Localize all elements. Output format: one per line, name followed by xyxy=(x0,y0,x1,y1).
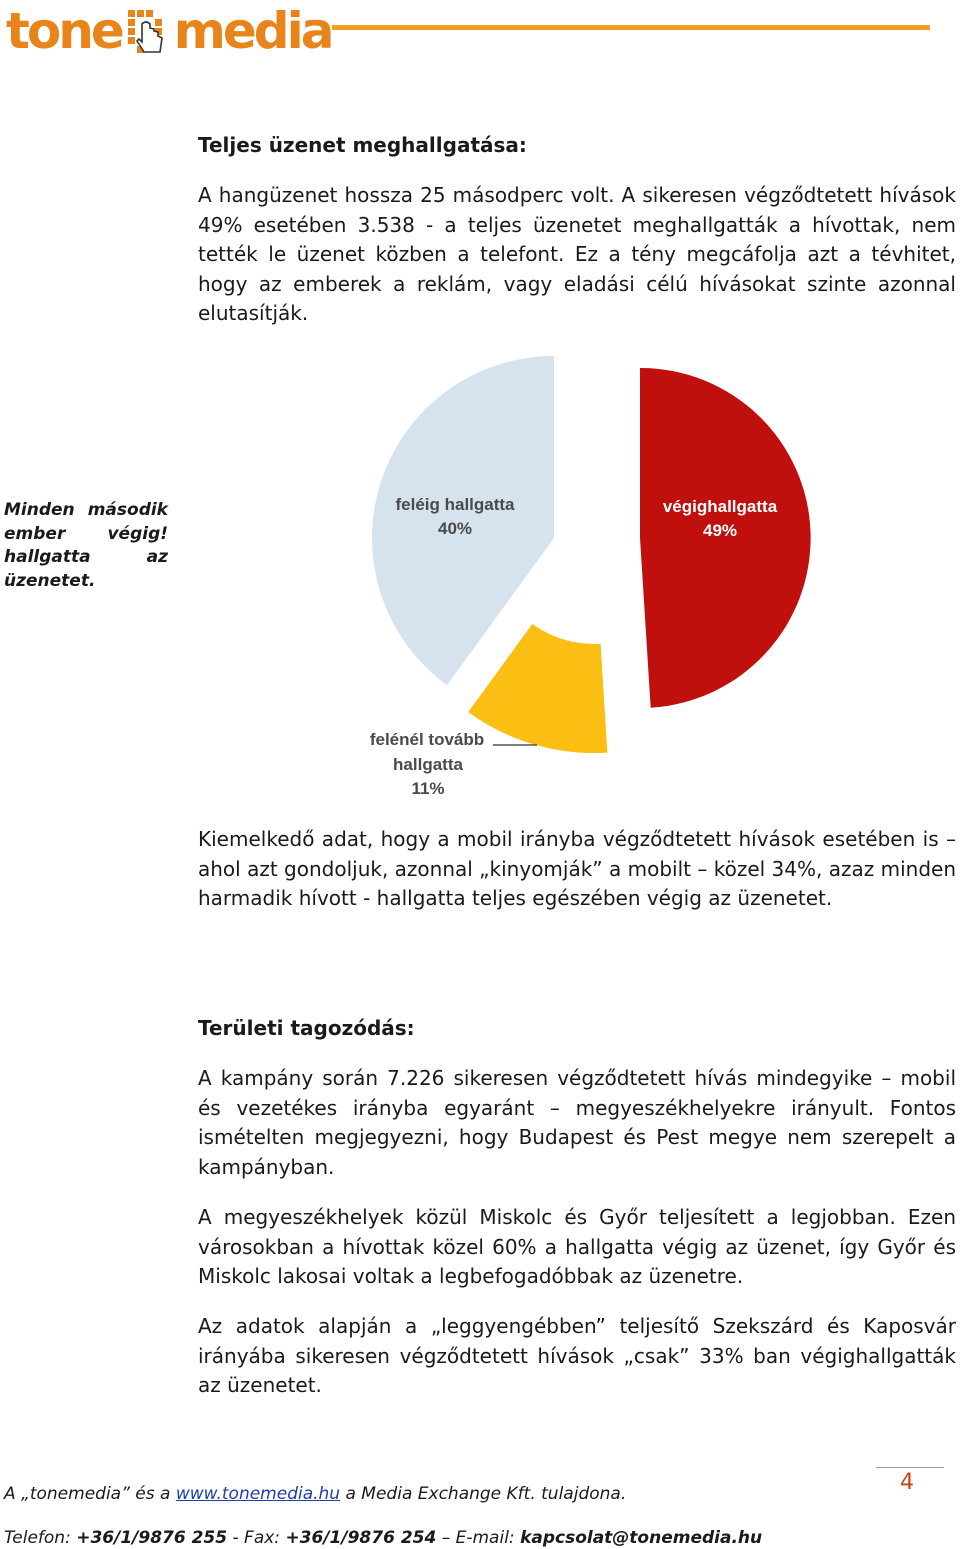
value-over-half: 11% xyxy=(411,779,445,798)
section-paragraph-full-listen: A hangüzenet hossza 25 másodperc volt. A sikeresen végződtetett hívások 49% esetében 3.538 - a teljes üzenetet meghallgatták a hívottak, nem tették le üzenet közben a telefont. Ez a tény megcáfolja azt a tévhitet, hogy az emberek a reklám, vagy eladási célú hívásokat szinte azonnal elutasítják. xyxy=(198,183,956,325)
section-heading-regional: Területi tagozódás: xyxy=(198,1016,415,1040)
label-over-half: felénél tovább xyxy=(369,730,485,749)
footer-ownership-prefix: A „tonemedia” és a xyxy=(4,1484,176,1504)
mobile-note-paragraph: Kiemelkedő adat, hogy a mobil irányba végződtetett hívások esetében is – ahol azt gondoljuk, azonnal „kinyomják” a mobilt – közel 34%, azaz minden harmadik hívott - hallgatta teljes egészében végig az üzenetet. xyxy=(198,827,956,910)
footer-phone: +36/1/9876 255 xyxy=(76,1528,228,1548)
footer-contact xyxy=(4,1527,762,1549)
page-number-rule xyxy=(876,1467,944,1468)
label-over-half-line2: hallgatta xyxy=(393,755,463,774)
company-logo xyxy=(6,2,332,60)
label-full-listen: végighallgatta xyxy=(662,497,778,516)
footer-website-link[interactable]: www.tonemedia.hu xyxy=(175,1484,341,1504)
value-half-listen: 40% xyxy=(437,519,473,538)
logo-text-left: tone xyxy=(6,2,122,60)
page-number: 4 xyxy=(900,1470,914,1495)
footer-email[interactable]: kapcsolat@tonemedia.hu xyxy=(520,1528,763,1548)
footer-ownership-suffix: a Media Exchange Kft. tulajdona. xyxy=(340,1484,627,1504)
footer-email-label: – E-mail: xyxy=(436,1528,521,1548)
label-half-listen: feléig hallgatta xyxy=(395,495,515,514)
header-divider xyxy=(332,25,930,30)
regional-paragraph-1: A kampány során 7.226 sikeresen végződtetett hívás mindegyike – mobil és vezetékes irányba egyaránt – megyeszékhelyekre irányult. Fontos ismételten megjegyezni, hogy Budapest és Pest megye nem szerepelt a kampányban. xyxy=(198,1066,956,1179)
regional-paragraph-3: Az adatok alapján a „leggyengébben” teljesítő Szekszárd és Kaposvár irányába sikeresen végződtetett hívások „csak” 33% ban végighallgatták az üzenetet. xyxy=(198,1314,956,1397)
footer-fax-label: - Fax: xyxy=(227,1528,286,1548)
logo-text-right: media xyxy=(173,2,332,60)
footer-fax: +36/1/9876 254 xyxy=(285,1528,437,1548)
hand-cursor-icon xyxy=(126,6,170,56)
sidenote-callout: Minden második ember végig! hallgatta az üzenetet. xyxy=(4,500,168,591)
section-heading-full-listen: Teljes üzenet meghallgatása: xyxy=(198,133,527,157)
listen-pie-chart xyxy=(360,340,830,810)
footer-ownership xyxy=(4,1483,626,1505)
footer-phone-label: Telefon: xyxy=(4,1528,77,1548)
regional-paragraph-2: A megyeszékhelyek közül Miskolc és Győr teljesített a legjobban. Ezen városokban a hívottak közel 60% a hallgatta végig az üzenet, így Győr és Miskolc lakosai voltak a legbefogadóbbak az üzenetre. xyxy=(198,1205,956,1288)
value-full-listen: 49% xyxy=(702,521,738,540)
pie-slice-over-half xyxy=(468,624,607,753)
